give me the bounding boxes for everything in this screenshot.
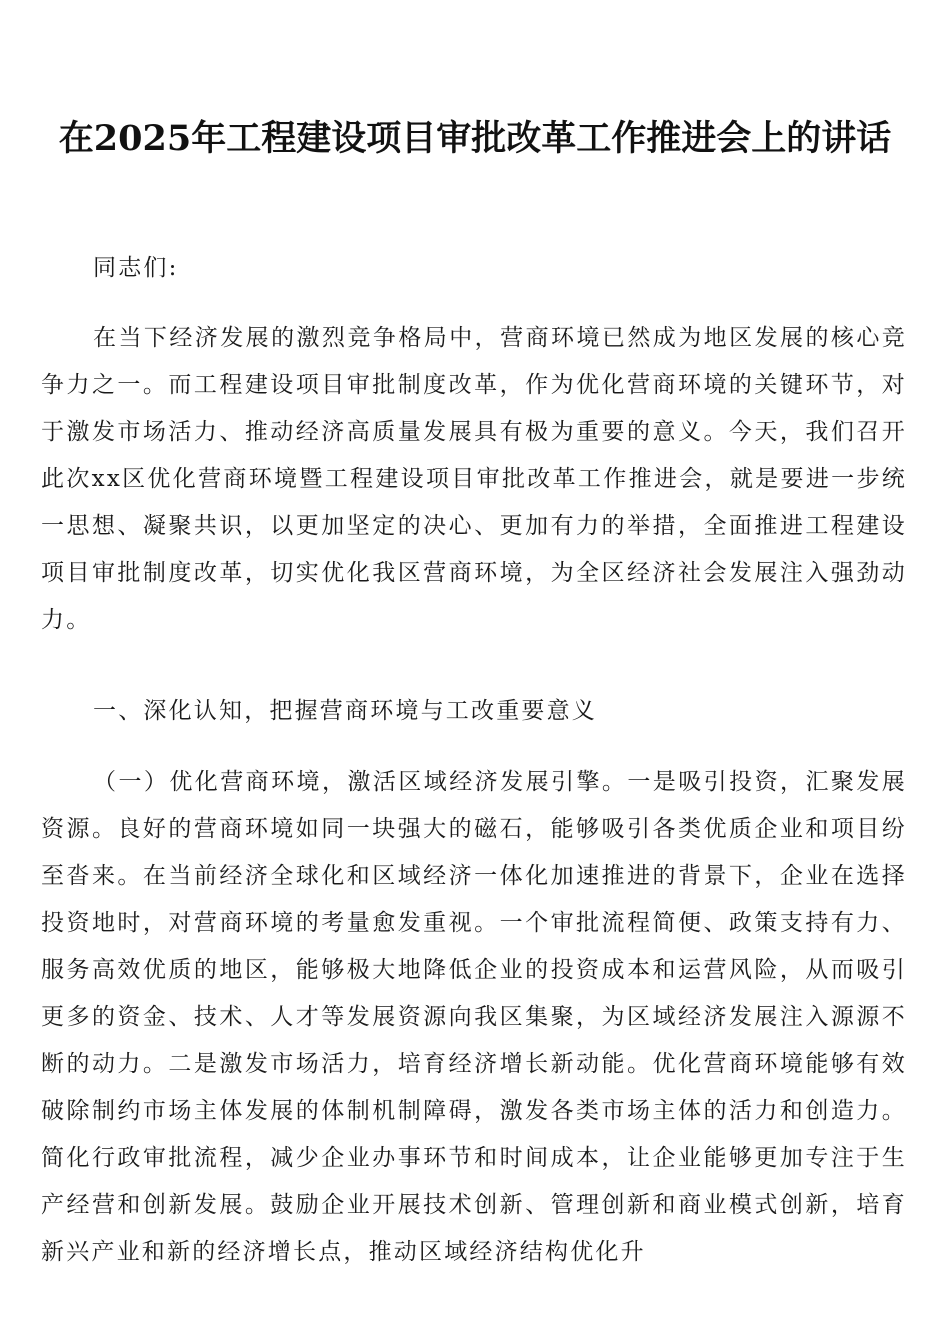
section-heading: 一、深化认知，把握营商环境与工改重要意义 bbox=[93, 698, 597, 724]
body-paragraph-intro: 在当下经济发展的激烈竞争格局中，营商环境已然成为地区发展的核心竞争力之一。而工程建设项目审批制度改革，作为优化营商环境的关键环节，对于激发市场活力、推动经济高质量发展具有极为重要的意义。今天，我们召开此次xx区优化营商环境暨工程建设项目审批改革工作推进会，就是要进一步统一思想、凝聚共识，以更加坚定的决心、更加有力的举措，全面推进工程建设项目审批制度改革，切实优化我区营商环境，为全区经济社会发展注入强劲动力。 bbox=[41, 325, 907, 633]
salutation: 同志们: bbox=[93, 255, 179, 281]
document-title: 在2025年工程建设项目审批改革工作推进会上的讲话 bbox=[58, 118, 892, 160]
body-paragraph-section-1: （一）优化营商环境，激活区域经济发展引擎。一是吸引投资，汇聚发展资源。良好的营商环境如同一块强大的磁石，能够吸引各类优质企业和项目纷至沓来。在当前经济全球化和区域经济一体化加速推进的背景下，企业在选择投资地时，对营商环境的考量愈发重视。一个审批流程简便、政策支持有力、服务高效优质的地区，能够极大地降低企业的投资成本和运营风险，从而吸引更多的资金、技术、人才等发展资源向我区集聚，为区域经济发展注入源源不断的动力。二是激发市场活力，培育经济增长新动能。优化营商环境能够有效破除制约市场主体发展的体制机制障碍，激发各类市场主体的活力和创造力。简化行政审批流程，减少企业办事环节和时间成本，让企业能够更加专注于生产经营和创新发展。鼓励企业开展技术创新、管理创新和商业模式创新，培育新兴产业和新的经济增长点，推动区域经济结构优化升 bbox=[41, 769, 907, 1265]
